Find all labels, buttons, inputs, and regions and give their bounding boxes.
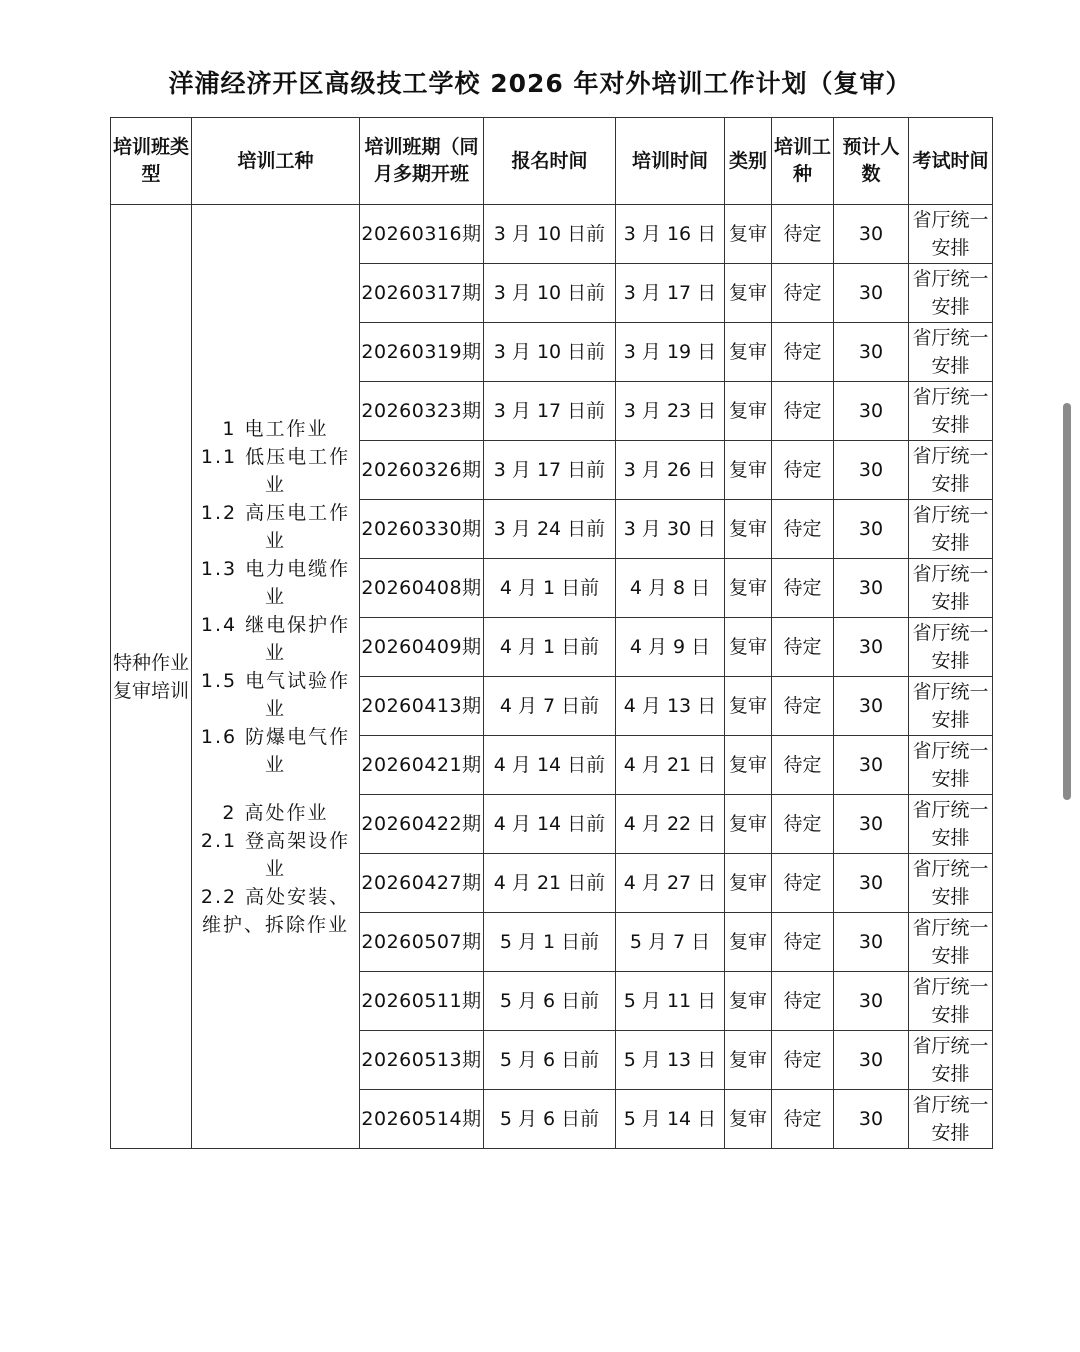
training-time-cell: 4 月 8 日 [616,559,725,618]
training-time-cell: 4 月 27 日 [616,854,725,913]
training-time-cell: 4 月 9 日 [616,618,725,677]
work-type-item: 1.4 继电保护作业 [200,613,351,664]
signup-time-cell: 3 月 10 日前 [484,323,616,382]
category-cell: 复审 [725,323,772,382]
trade-cell: 待定 [772,205,834,264]
period-cell: 20260330期 [360,500,484,559]
signup-time-cell: 4 月 14 日前 [484,736,616,795]
trade-cell: 待定 [772,736,834,795]
category-cell: 复审 [725,913,772,972]
exam-time-cell: 省厅统一安排 [909,264,993,323]
signup-time-cell: 5 月 6 日前 [484,1090,616,1149]
work-type-item: 1.6 防爆电气作业 [200,725,351,776]
training-time-cell: 4 月 21 日 [616,736,725,795]
exam-time-cell: 省厅统一安排 [909,441,993,500]
signup-time-cell: 3 月 24 日前 [484,500,616,559]
trade-cell: 待定 [772,854,834,913]
training-time-cell: 4 月 13 日 [616,677,725,736]
training-time-cell: 3 月 23 日 [616,382,725,441]
vertical-scrollbar[interactable] [1063,403,1071,800]
training-plan-table [110,117,993,1149]
signup-time-cell: 5 月 6 日前 [484,1031,616,1090]
exam-time-cell: 省厅统一安排 [909,618,993,677]
class-type-cell: 特种作业复审培训 [111,205,192,1149]
trade-cell: 待定 [772,382,834,441]
period-cell: 20260326期 [360,441,484,500]
period-cell: 20260427期 [360,854,484,913]
exam-time-cell: 省厅统一安排 [909,736,993,795]
count-cell: 30 [834,1031,909,1090]
signup-time-cell: 5 月 6 日前 [484,972,616,1031]
period-cell: 20260317期 [360,264,484,323]
period-cell: 20260323期 [360,382,484,441]
exam-time-cell: 省厅统一安排 [909,795,993,854]
training-time-cell: 3 月 16 日 [616,205,725,264]
work-type-item: 1.5 电气试验作业 [200,669,351,720]
signup-time-cell: 4 月 7 日前 [484,677,616,736]
work-type-item: 1.2 高压电工作业 [200,501,351,552]
period-cell: 20260507期 [360,913,484,972]
signup-time-cell: 4 月 1 日前 [484,618,616,677]
trade-cell: 待定 [772,677,834,736]
count-cell: 30 [834,795,909,854]
category-cell: 复审 [725,795,772,854]
header-signup-time: 报名时间 [484,118,616,205]
signup-time-cell: 4 月 14 日前 [484,795,616,854]
trade-cell: 待定 [772,500,834,559]
period-cell: 20260413期 [360,677,484,736]
category-cell: 复审 [725,205,772,264]
count-cell: 30 [834,559,909,618]
exam-time-cell: 省厅统一安排 [909,1031,993,1090]
category-cell: 复审 [725,736,772,795]
category-cell: 复审 [725,854,772,913]
count-cell: 30 [834,441,909,500]
header-training-time: 培训时间 [616,118,725,205]
training-time-cell: 5 月 11 日 [616,972,725,1031]
exam-time-cell: 省厅统一安排 [909,677,993,736]
exam-time-cell: 省厅统一安排 [909,323,993,382]
header-class-type: 培训班类型 [111,118,192,205]
work-type-item: 1.1 低压电工作业 [200,445,351,496]
training-time-cell: 3 月 30 日 [616,500,725,559]
header-expected-count: 预计人数 [834,118,909,205]
trade-cell: 待定 [772,264,834,323]
count-cell: 30 [834,677,909,736]
count-cell: 30 [834,736,909,795]
trade-cell: 待定 [772,972,834,1031]
header-period: 培训班期（同月多期开班 [360,118,484,205]
exam-time-cell: 省厅统一安排 [909,382,993,441]
training-time-cell: 3 月 19 日 [616,323,725,382]
work-type-item: 2.2 高处安装、维护、拆除作业 [200,885,351,936]
header-exam-time: 考试时间 [909,118,993,205]
period-cell: 20260421期 [360,736,484,795]
header-work-type: 培训工种 [192,118,360,205]
training-time-cell: 5 月 14 日 [616,1090,725,1149]
trade-cell: 待定 [772,618,834,677]
header-category: 类别 [725,118,772,205]
category-cell: 复审 [725,677,772,736]
period-cell: 20260513期 [360,1031,484,1090]
category-cell: 复审 [725,559,772,618]
document-title: 洋浦经济开区高级技工学校 2026 年对外培训工作计划（复审） [168,69,912,98]
header-row [111,118,993,205]
exam-time-cell: 省厅统一安排 [909,1090,993,1149]
signup-time-cell: 3 月 10 日前 [484,205,616,264]
count-cell: 30 [834,323,909,382]
count-cell: 30 [834,500,909,559]
trade-cell: 待定 [772,559,834,618]
period-cell: 20260422期 [360,795,484,854]
trade-cell: 待定 [772,441,834,500]
count-cell: 30 [834,382,909,441]
period-cell: 20260409期 [360,618,484,677]
training-time-cell: 3 月 17 日 [616,264,725,323]
work-type-item: 2.1 登高架设作业 [200,829,351,880]
signup-time-cell: 4 月 1 日前 [484,559,616,618]
count-cell: 30 [834,618,909,677]
period-cell: 20260511期 [360,972,484,1031]
period-cell: 20260319期 [360,323,484,382]
header-trade: 培训工种 [772,118,834,205]
category-cell: 复审 [725,441,772,500]
table-row [111,205,993,264]
signup-time-cell: 5 月 1 日前 [484,913,616,972]
signup-time-cell: 3 月 17 日前 [484,441,616,500]
count-cell: 30 [834,913,909,972]
period-cell: 20260316期 [360,205,484,264]
trade-cell: 待定 [772,913,834,972]
work-type-item: 1.3 电力电缆作业 [200,557,351,608]
signup-time-cell: 4 月 21 日前 [484,854,616,913]
exam-time-cell: 省厅统一安排 [909,972,993,1031]
exam-time-cell: 省厅统一安排 [909,854,993,913]
count-cell: 30 [834,205,909,264]
signup-time-cell: 3 月 10 日前 [484,264,616,323]
work-type-item: 2 高处作业 [222,801,329,824]
work-type-item: 1 电工作业 [222,417,329,440]
work-type-cell [192,205,360,1149]
training-time-cell: 5 月 7 日 [616,913,725,972]
category-cell: 复审 [725,264,772,323]
training-time-cell: 5 月 13 日 [616,1031,725,1090]
count-cell: 30 [834,854,909,913]
trade-cell: 待定 [772,795,834,854]
training-time-cell: 4 月 22 日 [616,795,725,854]
signup-time-cell: 3 月 17 日前 [484,382,616,441]
exam-time-cell: 省厅统一安排 [909,559,993,618]
period-cell: 20260514期 [360,1090,484,1149]
exam-time-cell: 省厅统一安排 [909,913,993,972]
category-cell: 复审 [725,618,772,677]
training-time-cell: 3 月 26 日 [616,441,725,500]
count-cell: 30 [834,264,909,323]
count-cell: 30 [834,1090,909,1149]
trade-cell: 待定 [772,1031,834,1090]
category-cell: 复审 [725,972,772,1031]
category-cell: 复审 [725,1090,772,1149]
category-cell: 复审 [725,500,772,559]
trade-cell: 待定 [772,323,834,382]
category-cell: 复审 [725,1031,772,1090]
count-cell: 30 [834,972,909,1031]
exam-time-cell: 省厅统一安排 [909,205,993,264]
category-cell: 复审 [725,382,772,441]
period-cell: 20260408期 [360,559,484,618]
exam-time-cell: 省厅统一安排 [909,500,993,559]
trade-cell: 待定 [772,1090,834,1149]
